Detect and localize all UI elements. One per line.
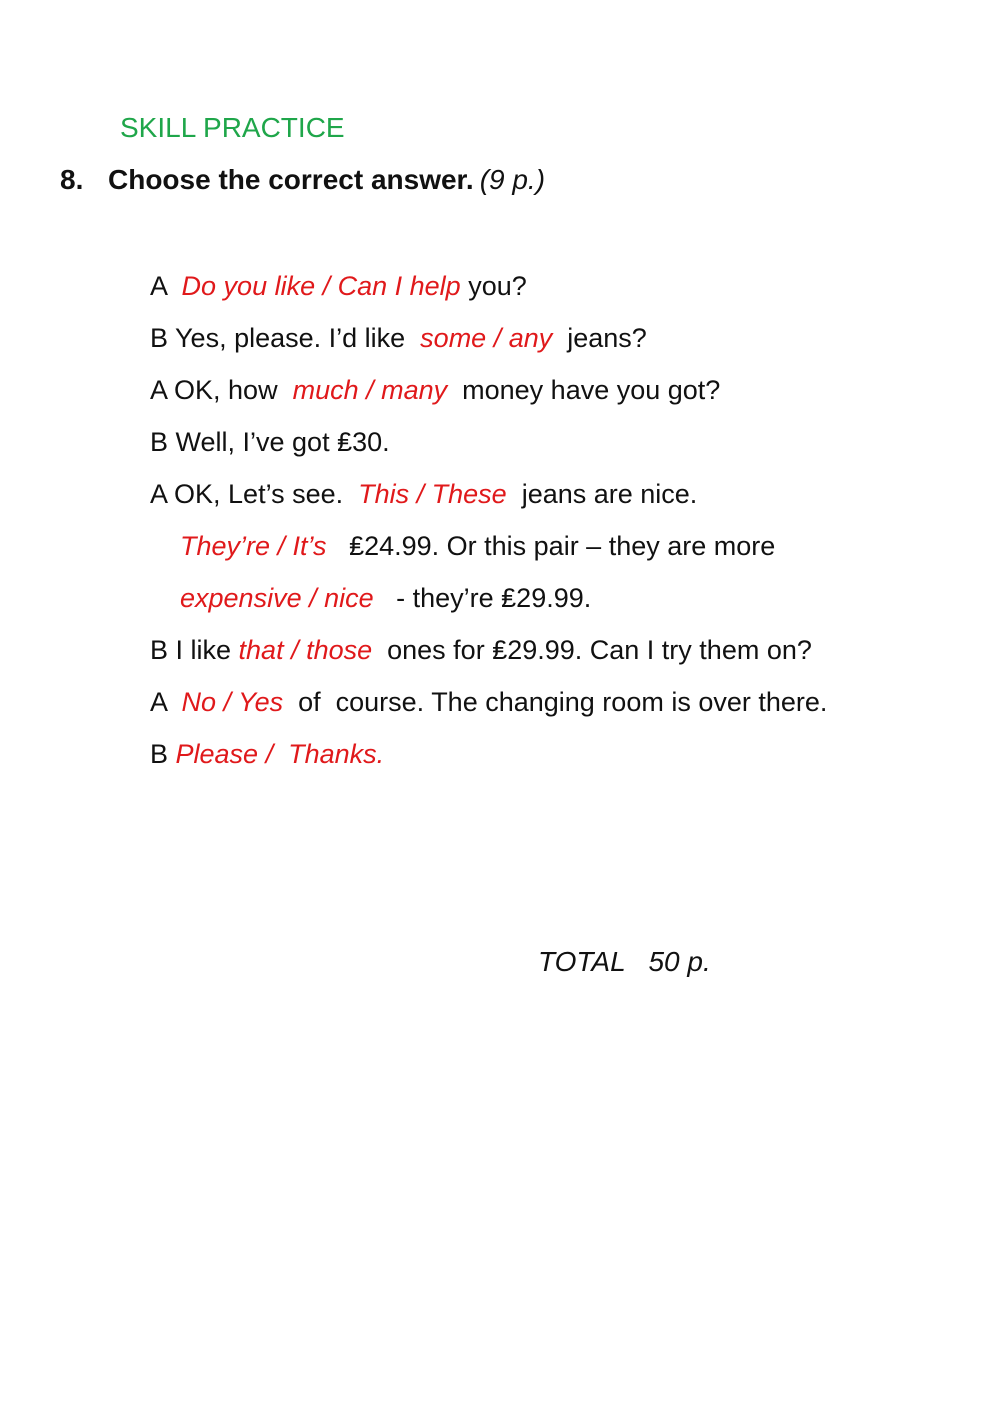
- dialogue-text: B Yes, please. I’d like: [150, 323, 421, 353]
- dialogue-line: [180, 529, 775, 563]
- answer-options[interactable]: some / any: [420, 323, 553, 353]
- section-title: SKILL PRACTICE: [120, 112, 345, 143]
- dialogue-text: of course. The changing room is over there.: [283, 687, 828, 717]
- dialogue-text: A OK, how: [150, 375, 293, 405]
- answer-options[interactable]: No / Yes: [181, 687, 284, 717]
- dialogue-text: jeans?: [552, 323, 647, 353]
- dialogue-text: B: [150, 739, 176, 769]
- task-points: (9 p.): [479, 164, 546, 195]
- dialogue-text: money have you got?: [447, 375, 721, 405]
- dialogue-line: [180, 581, 591, 615]
- dialogue-text: B I like: [150, 635, 239, 665]
- answer-options[interactable]: much / many: [292, 375, 448, 405]
- dialogue-line: [150, 633, 812, 667]
- dialogue-text: A: [150, 687, 182, 717]
- answer-options[interactable]: Please / Thanks.: [175, 739, 385, 769]
- dialogue-text: you?: [460, 271, 527, 301]
- total-score: TOTAL 50 p.: [538, 946, 711, 977]
- answer-options[interactable]: They’re / It’s: [180, 531, 327, 561]
- task-number: 8.: [60, 164, 84, 195]
- answer-options[interactable]: expensive / nice: [180, 583, 374, 613]
- dialogue-line: [150, 737, 384, 771]
- dialogue-line: [150, 685, 827, 719]
- dialogue-text: jeans are nice.: [506, 479, 698, 509]
- dialogue-line: [150, 269, 527, 303]
- dialogue-text: - they’re ₤29.99.: [373, 583, 592, 613]
- dialogue-text: ones for ₤29.99. Can I try them on?: [372, 635, 812, 665]
- task-instruction: Choose the correct answer.: [108, 164, 474, 195]
- task-heading: [60, 164, 545, 196]
- dialogue-line: [150, 425, 390, 459]
- answer-options[interactable]: This / These: [358, 479, 507, 509]
- dialogue-text: ₤24.99. Or this pair – they are more: [326, 531, 776, 561]
- dialogue-line: [150, 373, 720, 407]
- dialogue-text: A: [150, 271, 182, 301]
- dialogue-line: [150, 321, 647, 355]
- answer-options[interactable]: that / those: [238, 635, 373, 665]
- dialogue-line: [150, 477, 697, 511]
- dialogue-text: B Well, I’ve got ₤30.: [150, 427, 390, 457]
- answer-options[interactable]: Do you like / Can I help: [181, 271, 461, 301]
- dialogue-text: A OK, Let’s see.: [150, 479, 359, 509]
